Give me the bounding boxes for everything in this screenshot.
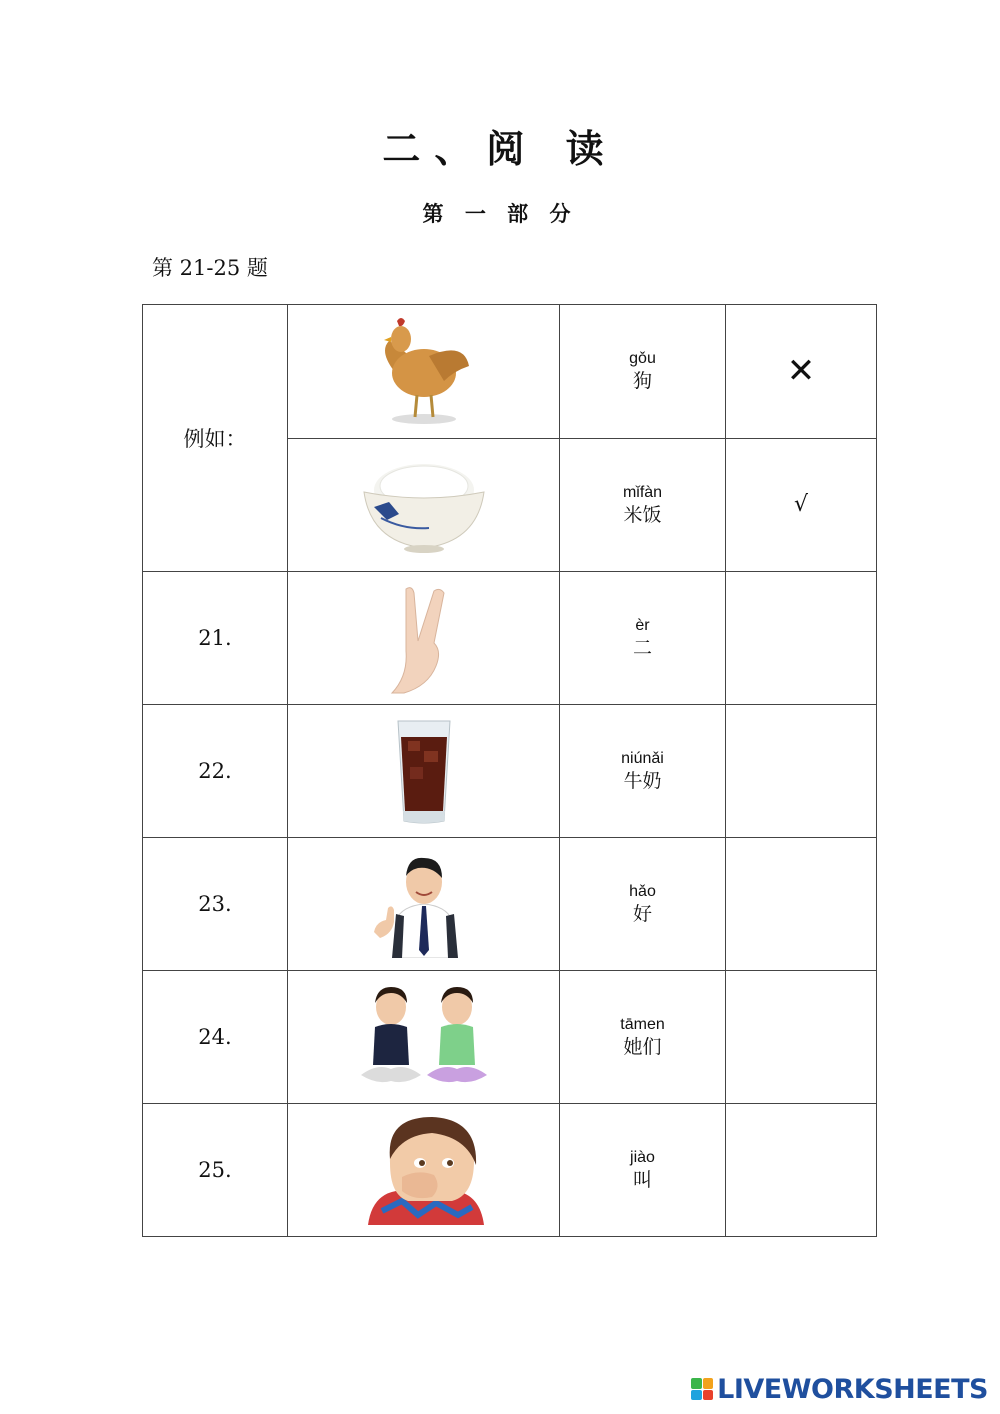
question-number: 25. (143, 1104, 288, 1237)
question-number: 22. (143, 705, 288, 838)
question-range-label: 第 21-25 题 (152, 256, 268, 280)
liveworksheets-logo[interactable] (691, 1374, 988, 1404)
word-cell (560, 305, 726, 439)
answer-cell[interactable] (726, 438, 877, 572)
wrong-mark-icon: ✕ (786, 351, 816, 392)
boy-thumbs-up-image (372, 850, 476, 958)
hanzi-text: 她们 (623, 1036, 662, 1058)
word-cell (560, 1104, 726, 1237)
word-cell (560, 572, 726, 705)
table-row (143, 971, 877, 1104)
cola-glass-image (394, 715, 454, 827)
pinyin-text: èr (635, 617, 650, 634)
pinyin-text: hǎo (629, 883, 656, 900)
hanzi-text: 牛奶 (623, 770, 662, 792)
word-cell (560, 438, 726, 572)
question-number: 23. (143, 838, 288, 971)
picture-cell (288, 305, 560, 439)
picture-cell (288, 971, 560, 1104)
word-cell (560, 971, 726, 1104)
picture-cell (288, 438, 560, 572)
question-number: 24. (143, 971, 288, 1104)
answer-cell[interactable] (726, 838, 877, 971)
pinyin-text: jiào (630, 1149, 655, 1166)
logo-square (703, 1390, 714, 1401)
table-row (143, 1104, 877, 1237)
picture-cell (288, 705, 560, 838)
table-row (143, 305, 877, 439)
rice-bowl-image (359, 452, 489, 557)
picture-cell (288, 838, 560, 971)
hanzi-text: 米饭 (623, 503, 662, 526)
reading-table (142, 304, 877, 1237)
check-mark-icon: √ (793, 492, 809, 518)
table-row (143, 705, 877, 838)
answer-cell[interactable] (726, 705, 877, 838)
logo-badge-icon (691, 1378, 713, 1400)
logo-square (703, 1378, 714, 1389)
page-subtitle: 第 一 部 分 (422, 202, 578, 226)
word-cell (560, 705, 726, 838)
hanzi-text: 狗 (632, 370, 652, 393)
picture-cell (288, 1104, 560, 1237)
pinyin-text: mǐfàn (622, 483, 663, 501)
picture-cell (288, 572, 560, 705)
answer-cell[interactable] (726, 971, 877, 1104)
answer-cell[interactable] (726, 1104, 877, 1237)
question-number: 21. (143, 572, 288, 705)
hanzi-text: 好 (632, 903, 652, 925)
page-title: 二、阅 读 (382, 127, 618, 171)
two-girls-image (357, 983, 491, 1091)
table-row (143, 572, 877, 705)
two-fingers-image (384, 581, 464, 696)
child-covering-mouth-image (362, 1115, 486, 1225)
pinyin-text: gǒu (629, 350, 656, 368)
chicken-image (369, 311, 479, 431)
logo-text: LIVEWORKSHEETS (717, 1373, 988, 1405)
hanzi-text: 二 (632, 637, 652, 659)
example-label: 例如： (143, 305, 288, 572)
table-row (143, 838, 877, 971)
pinyin-text: niúnǎi (621, 750, 664, 767)
hanzi-text: 叫 (632, 1169, 652, 1191)
logo-square (691, 1378, 702, 1389)
answer-cell[interactable] (726, 305, 877, 439)
logo-square (691, 1390, 702, 1401)
word-cell (560, 838, 726, 971)
pinyin-text: tāmen (620, 1016, 665, 1033)
answer-cell[interactable] (726, 572, 877, 705)
